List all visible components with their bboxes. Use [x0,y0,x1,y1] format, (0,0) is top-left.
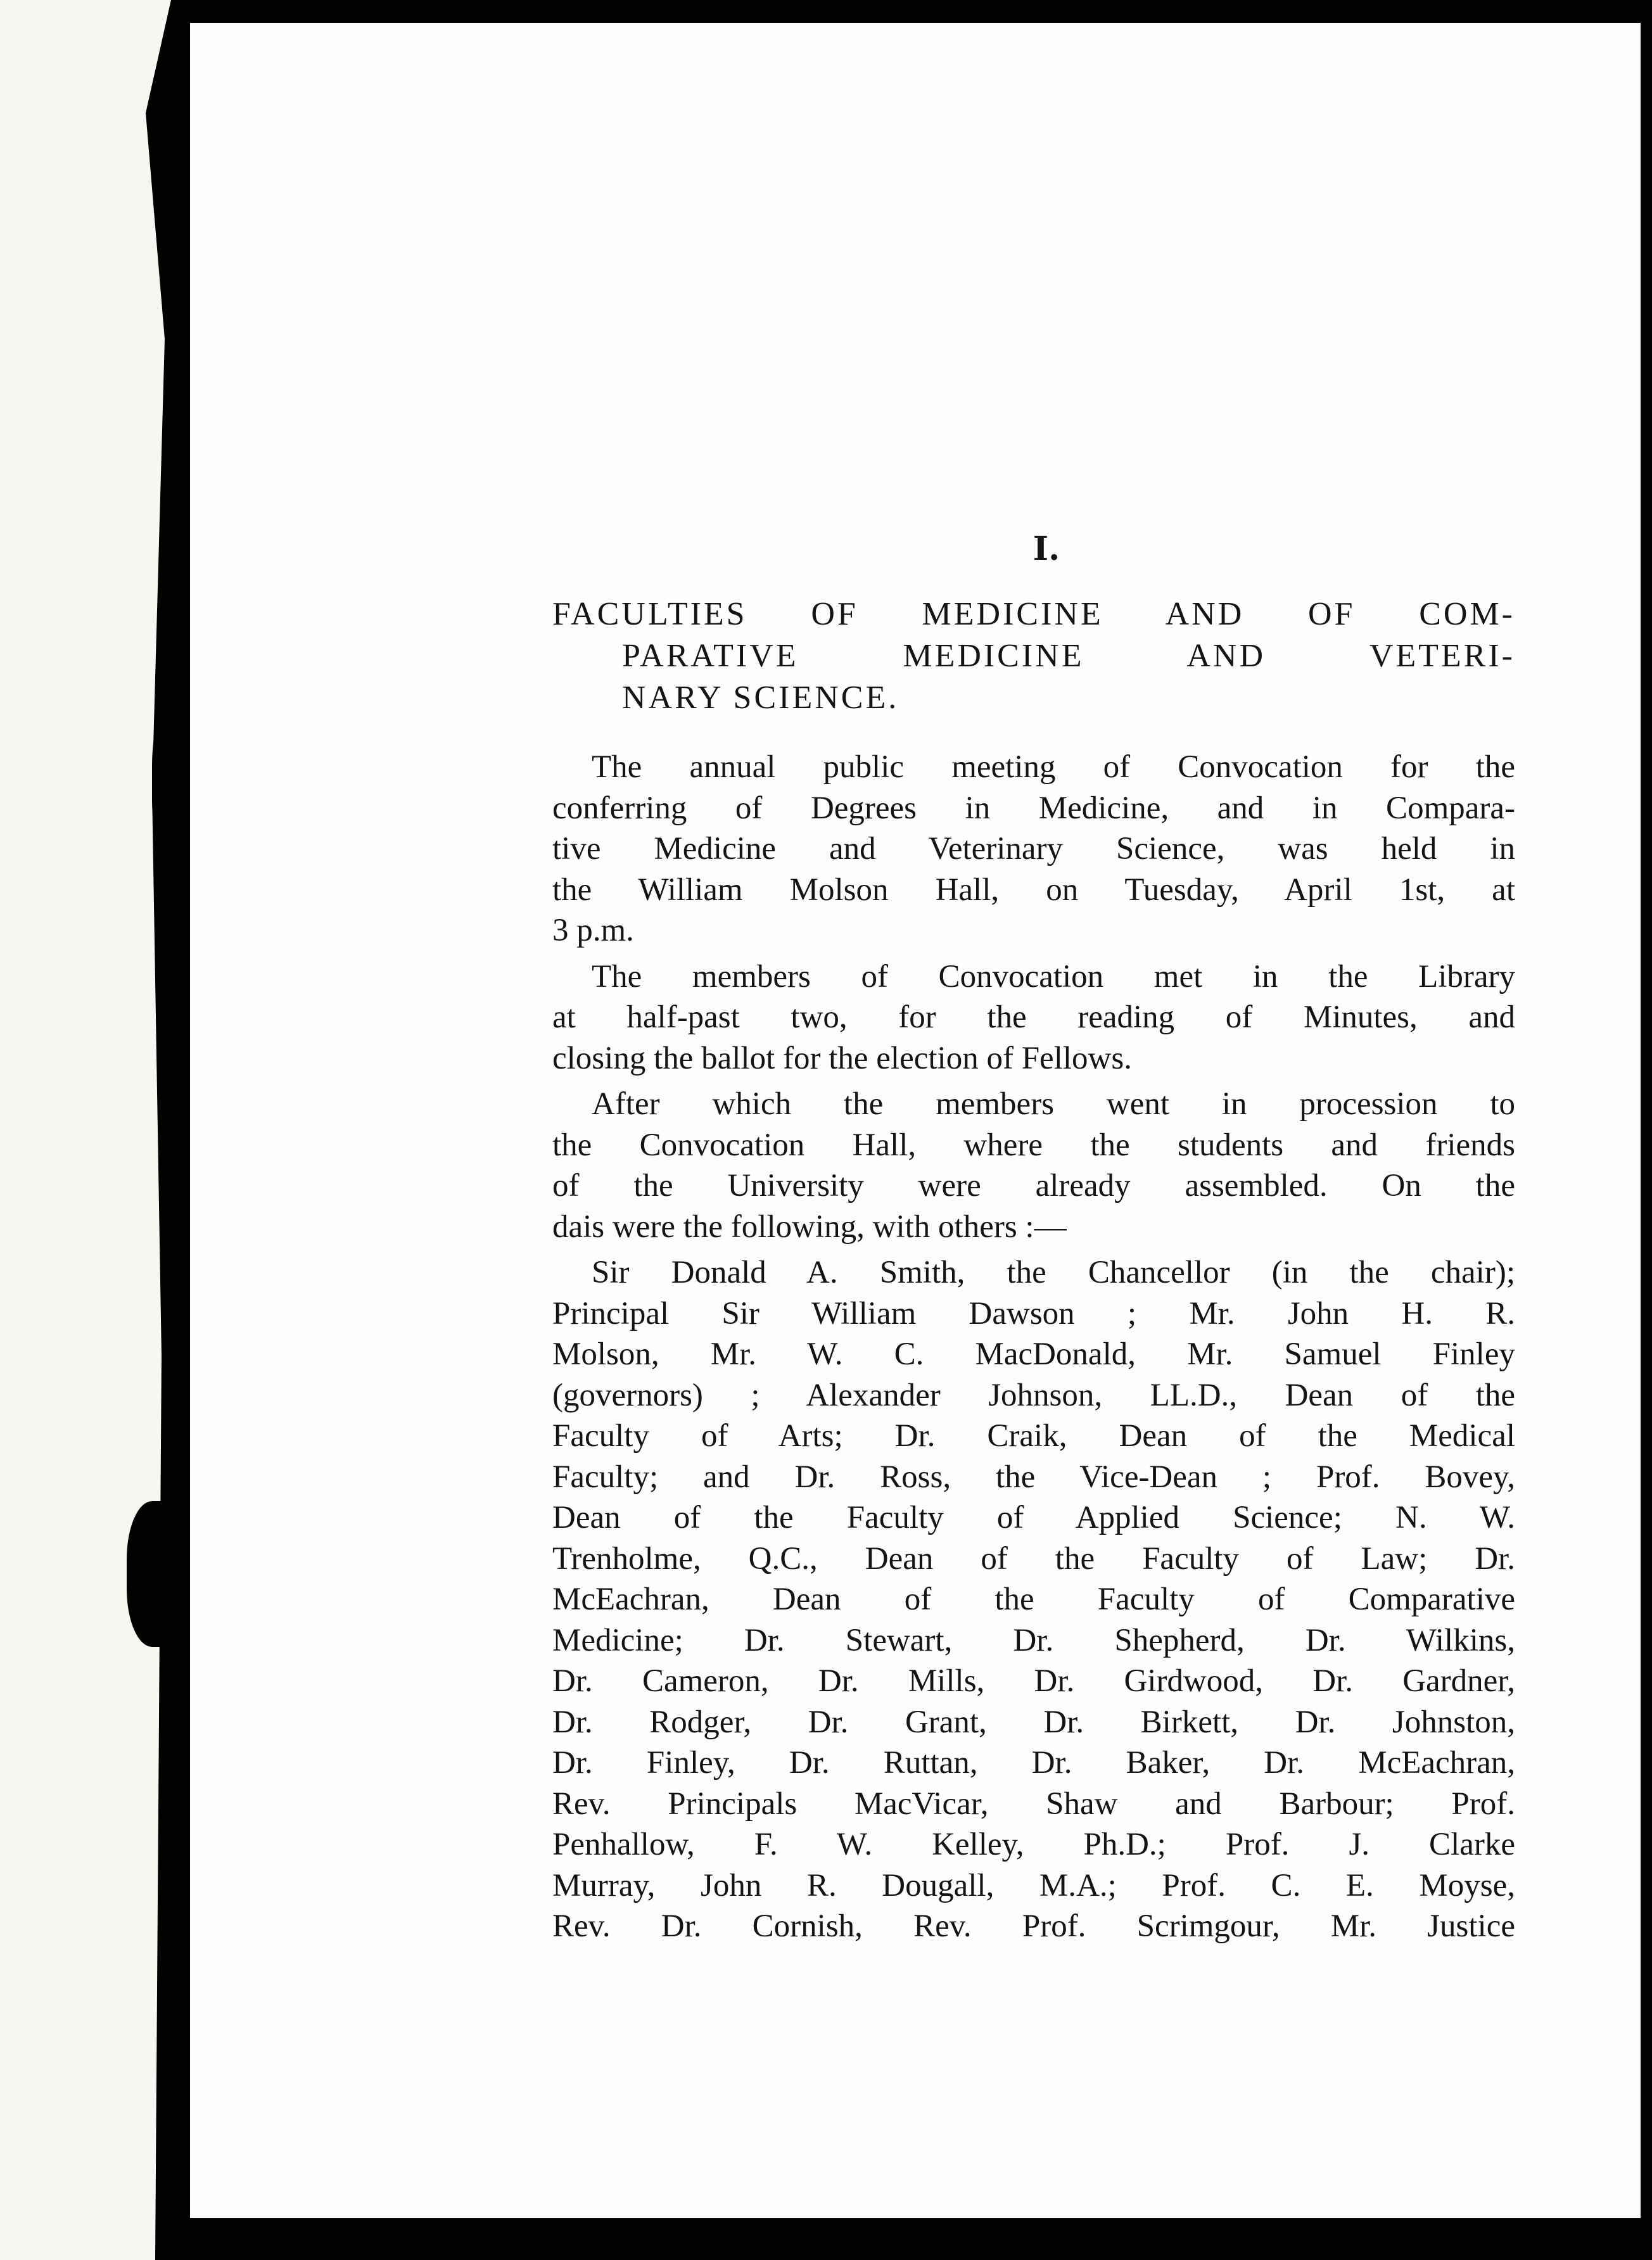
section-number: I. [1032,530,1060,568]
text-line: Dean of the Faculty of Applied Science; N. W. [552,1500,1515,1535]
text-line: Molson, Mr. W. C. MacDonald, Mr. Samuel Finley [552,1336,1515,1372]
paragraph [552,747,1515,951]
text-line: Faculty of Arts; Dr. Craik, Dean of the Medical [552,1418,1515,1454]
text-line: Trenholme, Q.C., Dean of the Faculty of Law; Dr. [552,1540,1515,1577]
text-line: (governors) ; Alexander Johnson, LL.D., Dean of the [552,1377,1515,1413]
text-line: the William Molson Hall, on Tuesday, April 1st, at [552,872,1515,908]
text-line: Principal Sir William Dawson ; Mr. John H. R. [552,1295,1515,1331]
document-page [190,23,1641,2218]
text-line: Rev. Principals MacVicar, Shaw and Barbour; Prof. [552,1786,1515,1822]
text-line: Sir Donald A. Smith, the Chancellor (in the chair); [592,1255,1515,1290]
text-line: Faculty; and Dr. Ross, the Vice-Dean ; Prof. Bovey, [552,1459,1515,1495]
paragraph [552,1252,1515,1947]
text-line: Dr. Finley, Dr. Ruttan, Dr. Baker, Dr. McEachran, [552,1745,1515,1781]
text-line: at half-past two, for the reading of Minutes, and [552,1000,1515,1035]
text-line: tive Medicine and Veterinary Science, was held in [552,831,1515,867]
text-line: conferring of Degrees in Medicine, and in Compara- [552,790,1515,826]
text-line: dais were the following, with others :— [552,1209,1067,1245]
text-line: The members of Convocation met in the Library [592,958,1515,994]
text-line: Penhallow, F. W. Kelley, Ph.D.; Prof. J. Clarke [552,1827,1515,1862]
text-line: Murray, John R. Dougall, M.A.; Prof. C. E. Moyse, [552,1867,1515,1903]
text-line: Rev. Dr. Cornish, Rev. Prof. Scrimgour, Mr. Justice [552,1908,1515,1944]
text-line: Dr. Cameron, Dr. Mills, Dr. Girdwood, Dr. Gardner, [552,1663,1515,1699]
text-line: Medicine; Dr. Stewart, Dr. Shepherd, Dr. Wilkins, [552,1622,1515,1658]
text-line: closing the ballot for the election of Fellows. [552,1040,1132,1076]
section-heading [552,594,1515,719]
text-line: of the University were already assembled. On the [552,1168,1515,1203]
paragraph [552,1084,1515,1247]
heading-line: NARY SCIENCE. [622,680,899,716]
heading-line: PARATIVE MEDICINE AND VETERI- [622,638,1515,674]
previous-page-edge [0,0,184,2260]
heading-line: FACULTIES OF MEDICINE AND OF COM- [552,596,1515,632]
text-line: McEachran, Dean of the Faculty of Comparative [552,1582,1515,1617]
text-line: Dr. Rodger, Dr. Grant, Dr. Birkett, Dr. Johnston, [552,1704,1515,1740]
paragraph [552,956,1515,1079]
text-line: 3 p.m. [552,913,634,948]
text-line: the Convocation Hall, where the students and friends [552,1127,1515,1163]
page-content [552,530,1515,1952]
text-line: The annual public meeting of Convocation for the [592,749,1515,785]
binding-thread [127,1501,190,1647]
text-line: After which the members went in procession to [592,1086,1515,1122]
